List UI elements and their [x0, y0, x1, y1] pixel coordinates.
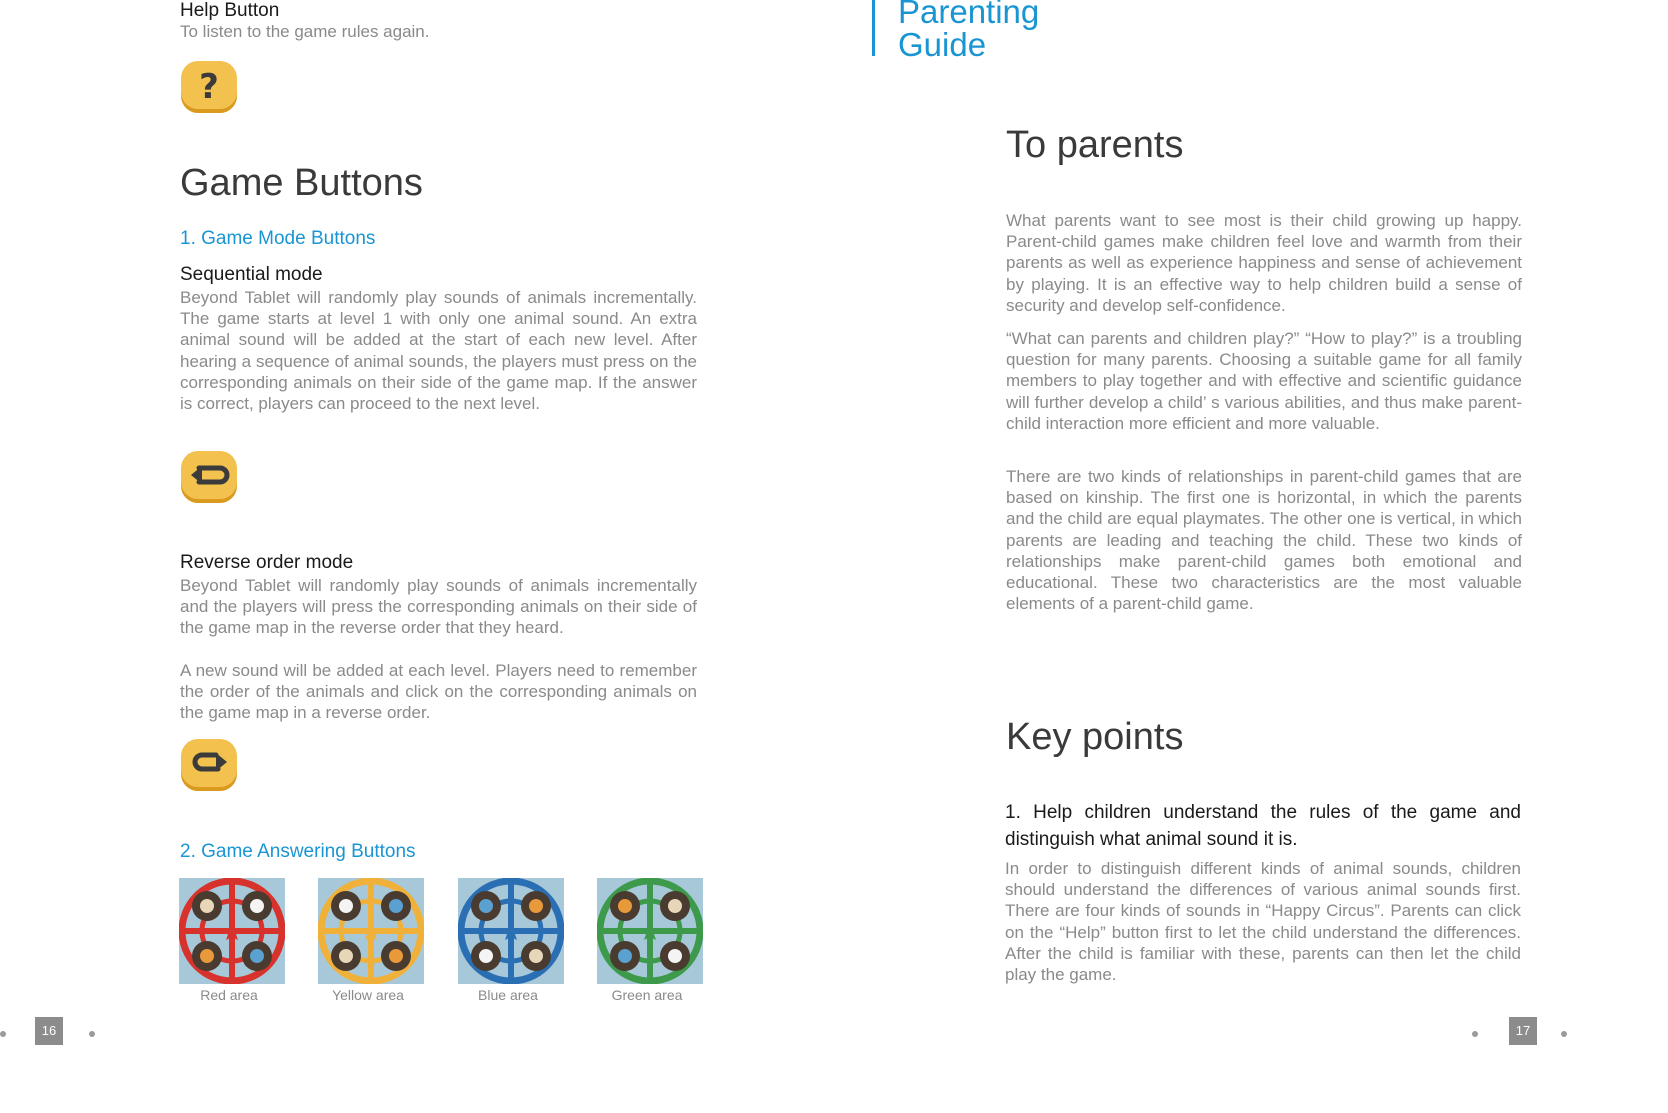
- section-title-guide: Guide: [898, 26, 987, 63]
- reverse-mode-text-2: A new sound will be added at each level. Players need to remember the order of the animals and click on the corresponding animals on the game map in a reverse order.: [180, 661, 697, 723]
- answer-buttons-heading: 2. Game Answering Buttons: [180, 841, 416, 862]
- help-button-desc: To listen to the game rules again.: [180, 22, 430, 41]
- red-area-label: Red area: [200, 987, 258, 1003]
- yellow-area-map[interactable]: [318, 878, 424, 984]
- game-buttons-title: Game Buttons: [180, 162, 423, 204]
- sequential-mode-icon[interactable]: [180, 450, 238, 504]
- to-parents-paragraph-2: “What can parents and children play?” “How to play?” is a troubling question for many parents. Choosing a suitable game for all family members to play together and with effective and scientific guidance will further develop a child’ s various abilities, and thus make parent-child interaction more efficient and more valuable.: [1006, 329, 1522, 433]
- blue-area-label: Blue area: [478, 987, 538, 1003]
- to-parents-paragraph-1: What parents want to see most is their child growing up happy. Parent-child games make children feel love and warmth from their parents as well as experience happiness and sense of achievement by playing. It is an effective way to help children build a sense of security and develop self-confidence.: [1006, 211, 1522, 315]
- footer-dot: [89, 1031, 95, 1037]
- sequential-mode-text: Beyond Tablet will randomly play sounds of animals incrementally. The game starts at level 1 with only one animal sound. An extra animal sound will be added at the start of each new level. After hearing a sequence of animal sounds, the players must press on the corresponding animals on their side of the game map. If the answer is correct, players can proceed to the next level.: [180, 288, 697, 414]
- reverse-mode-title: Reverse order mode: [180, 552, 354, 573]
- footer-dot: [0, 1031, 6, 1037]
- svg-text:?: ?: [199, 67, 219, 107]
- mode-buttons-heading: 1. Game Mode Buttons: [180, 228, 376, 249]
- red-area-map[interactable]: [179, 878, 285, 984]
- yellow-area-label: Yellow area: [332, 987, 404, 1003]
- key-point-1-title: 1. Help children understand the rules of the game and distinguish what animal sound it is.: [1005, 802, 1521, 850]
- key-point-1-text: In order to distinguish different kinds of animal sounds, children should understand the differences of various animal sounds first. There are four kinds of sounds in “Happy Circus”. Parents can click on the “Help” button first to let the child understand the differences. After the child is familiar with these, parents can then let the child play the game.: [1005, 859, 1521, 985]
- section-divider-bar: [872, 0, 875, 56]
- reverse-mode-icon[interactable]: [180, 738, 238, 792]
- section-title-parenting: Parenting: [898, 0, 1040, 30]
- footer-dot: [1561, 1031, 1567, 1037]
- footer-dot: [1472, 1031, 1478, 1037]
- to-parents-title: To parents: [1006, 124, 1184, 166]
- page-number-right: 17: [1509, 1017, 1537, 1045]
- help-button-title: Help Button: [180, 0, 280, 21]
- help-question-icon[interactable]: [180, 60, 238, 114]
- key-points-title: Key points: [1006, 716, 1184, 758]
- green-area-map[interactable]: [597, 878, 703, 984]
- sequential-mode-title: Sequential mode: [180, 264, 323, 285]
- to-parents-paragraph-3: There are two kinds of relationships in parent-child games that are based on kinship. The first one is horizontal, in which the parents and the child are equal playmates. The other one is vertical, in which parents are leading and teaching the child. These two kinds of relationships make parent-child games both emotional and educational. These two characteristics are the most valuable elements of a parent-child game.: [1006, 467, 1522, 614]
- green-area-label: Green area: [611, 987, 683, 1003]
- reverse-mode-text-1: Beyond Tablet will randomly play sounds of animals incrementally and the players will press the corresponding animals on their side of the game map in the reverse order that they heard.: [180, 576, 697, 638]
- blue-area-map[interactable]: [458, 878, 564, 984]
- page-number-left: 16: [35, 1017, 63, 1045]
